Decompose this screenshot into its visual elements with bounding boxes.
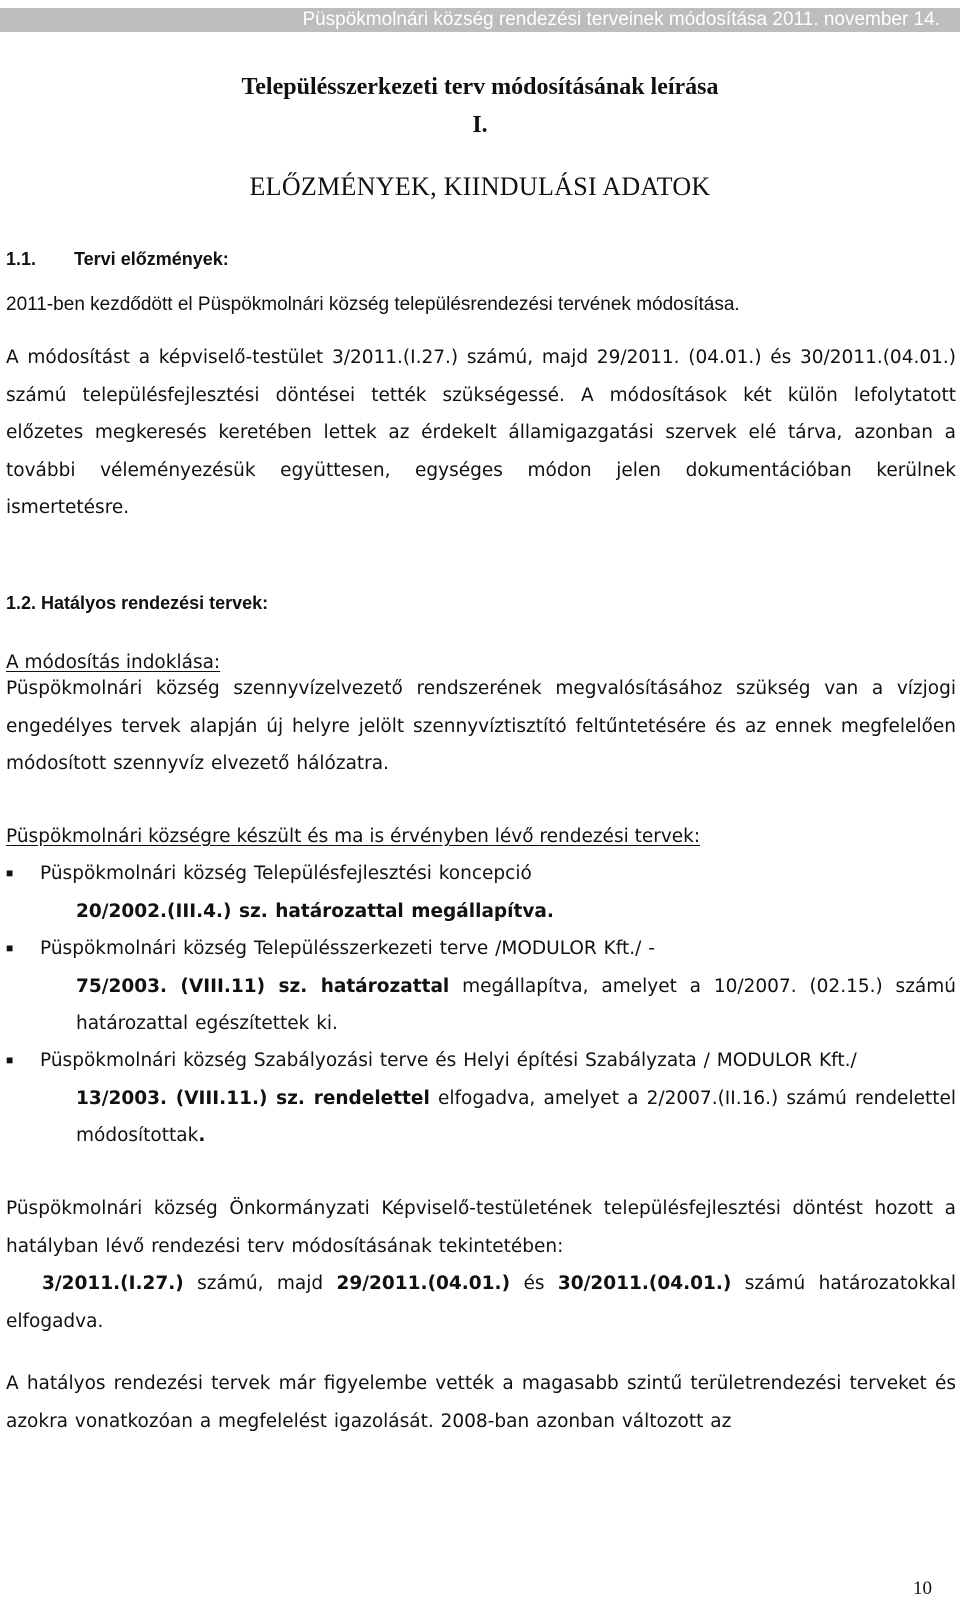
list-item-detail: 20/2002.(III.4.) sz. határozattal megállapítva. xyxy=(76,900,554,922)
section-heading-1-2 xyxy=(6,593,268,614)
list-item xyxy=(40,930,956,1043)
paragraph: Püspökmolnári község Önkormányzati Képviselő-testületének településfejlesztési döntést hozott a hatályban lévő rendezési terv módosításának tekintetében: xyxy=(6,1198,956,1257)
bullet-icon: ■ xyxy=(6,941,14,955)
header-text: Püspökmolnári község rendezési terveinek módosítása 2011. november 14. xyxy=(302,9,940,30)
bullet-icon: ■ xyxy=(6,866,14,880)
paragraph: A hatályos rendezési tervek már figyelembe vették a magasabb szintű területrendezési terveket és azokra vonatkozóan a megfelelést igazolását. 2008-ban azonban változott az xyxy=(6,1373,956,1432)
bullet-icon: ■ xyxy=(6,1053,14,1067)
section-title: Hatályos rendezési tervek: xyxy=(41,593,269,613)
list-item xyxy=(40,1042,956,1155)
list-item-detail: 13/2003. (VIII.11.) sz. rendelettel elfogadva, amelyet a 2/2007.(II.16.) számú rendelettel módosítottak. xyxy=(76,1087,956,1146)
list-item xyxy=(40,855,956,930)
resolutions-line: 3/2011.(I.27.) számú, majd 29/2011.(04.01.) és 30/2011.(04.01.) számú határozatokkal elfogadva. xyxy=(6,1273,956,1332)
subheading: A módosítás indoklása: xyxy=(6,652,221,673)
running-header xyxy=(0,8,960,32)
list-item-text: Püspökmolnári község Településfejlesztési koncepció xyxy=(40,863,532,884)
doc-title: Településszerkezeti terv módosításának leírása xyxy=(241,74,719,100)
section-number: 1.1. xyxy=(6,249,37,269)
list-item-detail: 75/2003. (VIII.11) sz. határozattal megállapítva, amelyet a 10/2007. (02.15.) számú határozattal egészítettek ki. xyxy=(76,975,956,1034)
section-number: 1.2. xyxy=(6,593,37,613)
paragraph: A módosítást a képviselő-testület 3/2011.(I.27.) számú, majd 29/2011. (04.01.) és 30/2011.(04.01.) számú településfejlesztési döntései tették szükségessé. A módosítások két külön lefolytatott előzetes megkeresés keretében lettek az érdekelt államigazgatási szervek elé tárva, azonban a további véleményezésük együttesen, egységes módon jelen dokumentációban kerülnek ismertetésre. xyxy=(6,347,956,518)
page-number: 10 xyxy=(913,1578,932,1599)
chapter-title: ELŐZMÉNYEK, KIINDULÁSI ADATOK xyxy=(249,172,711,201)
list-heading: Püspökmolnári községre készült és ma is érvényben lévő rendezési tervek: xyxy=(6,826,701,847)
section-title: Tervi előzmények: xyxy=(74,249,229,269)
paragraph: 2011-ben kezdődött el Püspökmolnári község településrendezési tervének módosítása. xyxy=(6,294,740,315)
list-item-text: Püspökmolnári község Szabályozási terve és Helyi építési Szabályzata / MODULOR Kft./ xyxy=(40,1050,857,1071)
list-item-text: Püspökmolnári község Településszerkezeti terve /MODULOR Kft./ - xyxy=(40,938,655,959)
section-heading-1-1 xyxy=(6,249,229,270)
chapter-number: I. xyxy=(472,112,488,138)
paragraph: Püspökmolnári község szennyvízelvezető rendszerének megvalósításához szükség van a vízjogi engedélyes tervek alapján új helyre jelölt szennyvíztisztító feltűntetésére és az ennek megfelelően módosított szennyvíz elvezető hálózatra. xyxy=(6,678,956,774)
